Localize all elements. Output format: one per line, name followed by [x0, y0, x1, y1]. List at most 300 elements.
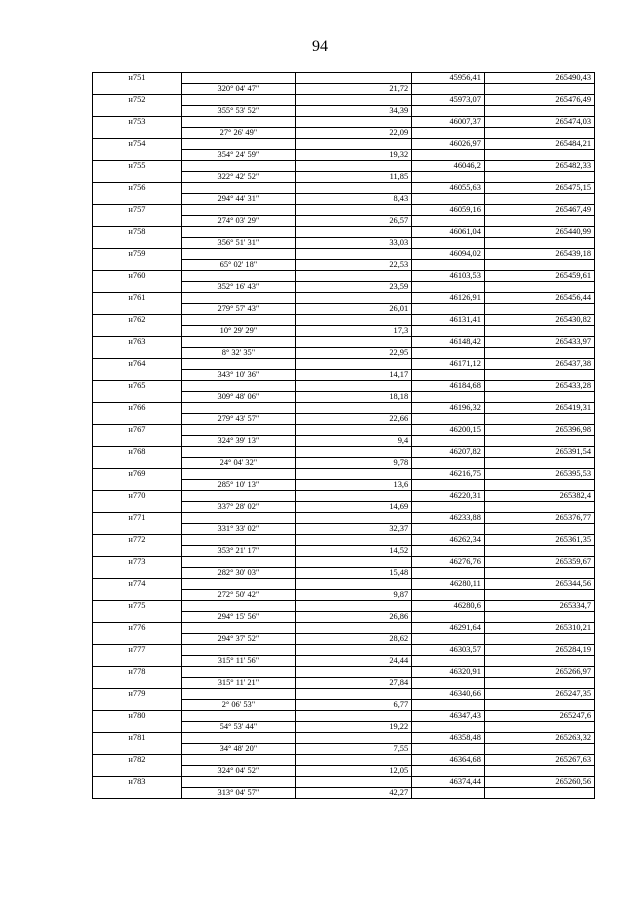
- x-coordinate-cell: 46200,15: [412, 425, 485, 436]
- empty-cell: [412, 612, 485, 623]
- empty-cell: [93, 436, 182, 447]
- point-row: [93, 469, 595, 480]
- y-coordinate-cell: 265482,33: [484, 161, 594, 172]
- direction-angle-cell: 294° 37' 52": [181, 634, 295, 645]
- empty-cell: [296, 205, 412, 216]
- direction-angle-cell: 356° 51' 31": [181, 238, 295, 249]
- empty-cell: [412, 150, 485, 161]
- point-row: [93, 117, 595, 128]
- empty-cell: [93, 656, 182, 667]
- y-coordinate-cell: 265439,18: [484, 249, 594, 260]
- distance-cell: 14,69: [296, 502, 412, 513]
- empty-cell: [412, 766, 485, 777]
- point-name-cell: н783: [93, 777, 182, 788]
- empty-cell: [93, 370, 182, 381]
- empty-cell: [181, 403, 295, 414]
- distance-cell: 13,6: [296, 480, 412, 491]
- y-coordinate-cell: 265247,6: [484, 711, 594, 722]
- empty-cell: [181, 733, 295, 744]
- direction-angle-cell: 320° 04' 47": [181, 84, 295, 95]
- empty-cell: [296, 711, 412, 722]
- page-number: 94: [312, 38, 328, 55]
- empty-cell: [412, 700, 485, 711]
- segment-row: [93, 524, 595, 535]
- x-coordinate-cell: 46059,16: [412, 205, 485, 216]
- direction-angle-cell: 352° 16' 43": [181, 282, 295, 293]
- point-name-cell: н778: [93, 667, 182, 678]
- empty-cell: [181, 95, 295, 106]
- direction-angle-cell: 285° 10' 13": [181, 480, 295, 491]
- point-row: [93, 315, 595, 326]
- point-name-cell: н770: [93, 491, 182, 502]
- x-coordinate-cell: 46364,68: [412, 755, 485, 766]
- empty-cell: [93, 634, 182, 645]
- empty-cell: [93, 414, 182, 425]
- empty-cell: [181, 183, 295, 194]
- empty-cell: [296, 183, 412, 194]
- empty-cell: [412, 370, 485, 381]
- empty-cell: [484, 590, 594, 601]
- empty-cell: [412, 634, 485, 645]
- distance-cell: 22,09: [296, 128, 412, 139]
- direction-angle-cell: 315° 11' 56": [181, 656, 295, 667]
- point-name-cell: н761: [93, 293, 182, 304]
- empty-cell: [93, 172, 182, 183]
- empty-cell: [412, 678, 485, 689]
- empty-cell: [181, 755, 295, 766]
- x-coordinate-cell: 46276,76: [412, 557, 485, 568]
- direction-angle-cell: 355° 53' 52": [181, 106, 295, 117]
- segment-row: [93, 744, 595, 755]
- y-coordinate-cell: 265433,97: [484, 337, 594, 348]
- empty-cell: [484, 436, 594, 447]
- empty-cell: [93, 480, 182, 491]
- empty-cell: [181, 425, 295, 436]
- empty-cell: [412, 282, 485, 293]
- segment-row: [93, 546, 595, 557]
- empty-cell: [93, 744, 182, 755]
- empty-cell: [296, 139, 412, 150]
- empty-cell: [296, 689, 412, 700]
- segment-row: [93, 568, 595, 579]
- direction-angle-cell: 294° 44' 31": [181, 194, 295, 205]
- empty-cell: [412, 590, 485, 601]
- point-name-cell: н763: [93, 337, 182, 348]
- segment-row: [93, 348, 595, 359]
- empty-cell: [93, 282, 182, 293]
- empty-cell: [484, 524, 594, 535]
- point-name-cell: н759: [93, 249, 182, 260]
- segment-row: [93, 502, 595, 513]
- x-coordinate-cell: 46046,2: [412, 161, 485, 172]
- point-row: [93, 205, 595, 216]
- empty-cell: [296, 227, 412, 238]
- y-coordinate-cell: 265334,7: [484, 601, 594, 612]
- distance-cell: 14,52: [296, 546, 412, 557]
- empty-cell: [484, 678, 594, 689]
- x-coordinate-cell: 46103,53: [412, 271, 485, 282]
- empty-cell: [484, 700, 594, 711]
- segment-row: [93, 106, 595, 117]
- y-coordinate-cell: 265266,97: [484, 667, 594, 678]
- x-coordinate-cell: 46148,42: [412, 337, 485, 348]
- empty-cell: [296, 667, 412, 678]
- empty-cell: [412, 458, 485, 469]
- empty-cell: [181, 337, 295, 348]
- point-name-cell: н765: [93, 381, 182, 392]
- segment-row: [93, 590, 595, 601]
- empty-cell: [181, 359, 295, 370]
- distance-cell: 19,32: [296, 150, 412, 161]
- y-coordinate-cell: 265344,56: [484, 579, 594, 590]
- segment-row: [93, 172, 595, 183]
- point-name-cell: н755: [93, 161, 182, 172]
- point-name-cell: н781: [93, 733, 182, 744]
- point-row: [93, 667, 595, 678]
- empty-cell: [484, 194, 594, 205]
- distance-cell: 15,48: [296, 568, 412, 579]
- y-coordinate-cell: 265437,38: [484, 359, 594, 370]
- point-row: [93, 249, 595, 260]
- segment-row: [93, 392, 595, 403]
- direction-angle-cell: 34° 48' 20": [181, 744, 295, 755]
- distance-cell: 9,4: [296, 436, 412, 447]
- empty-cell: [484, 128, 594, 139]
- point-name-cell: н780: [93, 711, 182, 722]
- distance-cell: 9,78: [296, 458, 412, 469]
- point-row: [93, 337, 595, 348]
- empty-cell: [181, 491, 295, 502]
- empty-cell: [484, 634, 594, 645]
- point-row: [93, 183, 595, 194]
- empty-cell: [484, 788, 594, 799]
- empty-cell: [484, 238, 594, 249]
- y-coordinate-cell: 265396,98: [484, 425, 594, 436]
- point-name-cell: н769: [93, 469, 182, 480]
- point-row: [93, 293, 595, 304]
- empty-cell: [412, 744, 485, 755]
- empty-cell: [412, 348, 485, 359]
- point-name-cell: н752: [93, 95, 182, 106]
- empty-cell: [296, 403, 412, 414]
- direction-angle-cell: 8° 32' 35": [181, 348, 295, 359]
- point-row: [93, 711, 595, 722]
- empty-cell: [412, 238, 485, 249]
- empty-cell: [181, 689, 295, 700]
- empty-cell: [412, 414, 485, 425]
- segment-row: [93, 282, 595, 293]
- point-row: [93, 601, 595, 612]
- point-name-cell: н764: [93, 359, 182, 370]
- empty-cell: [412, 172, 485, 183]
- y-coordinate-cell: 265359,67: [484, 557, 594, 568]
- y-coordinate-cell: 265440,99: [484, 227, 594, 238]
- point-name-cell: н772: [93, 535, 182, 546]
- empty-cell: [181, 645, 295, 656]
- x-coordinate-cell: 46007,37: [412, 117, 485, 128]
- x-coordinate-cell: 46184,68: [412, 381, 485, 392]
- empty-cell: [181, 73, 295, 84]
- empty-cell: [93, 304, 182, 315]
- x-coordinate-cell: 46262,34: [412, 535, 485, 546]
- x-coordinate-cell: 46291,64: [412, 623, 485, 634]
- y-coordinate-cell: 265419,31: [484, 403, 594, 414]
- empty-cell: [93, 392, 182, 403]
- empty-cell: [93, 128, 182, 139]
- empty-cell: [181, 601, 295, 612]
- direction-angle-cell: 322° 42' 52": [181, 172, 295, 183]
- empty-cell: [93, 788, 182, 799]
- x-coordinate-cell: 46094,02: [412, 249, 485, 260]
- x-coordinate-cell: 46374,44: [412, 777, 485, 788]
- point-row: [93, 381, 595, 392]
- empty-cell: [93, 502, 182, 513]
- segment-row: [93, 678, 595, 689]
- segment-row: [93, 414, 595, 425]
- point-row: [93, 645, 595, 656]
- y-coordinate-cell: 265433,28: [484, 381, 594, 392]
- y-coordinate-cell: 265260,56: [484, 777, 594, 788]
- direction-angle-cell: 343° 10' 36": [181, 370, 295, 381]
- empty-cell: [93, 216, 182, 227]
- empty-cell: [296, 557, 412, 568]
- distance-cell: 42,27: [296, 788, 412, 799]
- empty-cell: [484, 216, 594, 227]
- point-name-cell: н762: [93, 315, 182, 326]
- empty-cell: [296, 117, 412, 128]
- segment-row: [93, 788, 595, 799]
- empty-cell: [181, 205, 295, 216]
- empty-cell: [412, 106, 485, 117]
- empty-cell: [484, 172, 594, 183]
- empty-cell: [181, 447, 295, 458]
- direction-angle-cell: 279° 57' 43": [181, 304, 295, 315]
- distance-cell: 14,17: [296, 370, 412, 381]
- empty-cell: [93, 766, 182, 777]
- empty-cell: [296, 425, 412, 436]
- empty-cell: [181, 271, 295, 282]
- x-coordinate-cell: 46220,31: [412, 491, 485, 502]
- point-row: [93, 535, 595, 546]
- point-row: [93, 623, 595, 634]
- empty-cell: [181, 117, 295, 128]
- empty-cell: [484, 458, 594, 469]
- distance-cell: 19,22: [296, 722, 412, 733]
- empty-cell: [484, 282, 594, 293]
- empty-cell: [296, 161, 412, 172]
- empty-cell: [93, 150, 182, 161]
- segment-row: [93, 612, 595, 623]
- empty-cell: [181, 161, 295, 172]
- point-row: [93, 139, 595, 150]
- x-coordinate-cell: 46171,12: [412, 359, 485, 370]
- distance-cell: 26,86: [296, 612, 412, 623]
- point-name-cell: н756: [93, 183, 182, 194]
- empty-cell: [484, 612, 594, 623]
- distance-cell: 22,66: [296, 414, 412, 425]
- empty-cell: [181, 667, 295, 678]
- empty-cell: [412, 194, 485, 205]
- empty-cell: [484, 480, 594, 491]
- direction-angle-cell: 10° 29' 29": [181, 326, 295, 337]
- x-coordinate-cell: 46207,82: [412, 447, 485, 458]
- empty-cell: [484, 568, 594, 579]
- segment-row: [93, 700, 595, 711]
- distance-cell: 27,84: [296, 678, 412, 689]
- x-coordinate-cell: 45956,41: [412, 73, 485, 84]
- empty-cell: [181, 293, 295, 304]
- empty-cell: [93, 238, 182, 249]
- point-name-cell: н758: [93, 227, 182, 238]
- direction-angle-cell: 282° 30' 03": [181, 568, 295, 579]
- point-row: [93, 579, 595, 590]
- segment-row: [93, 722, 595, 733]
- direction-angle-cell: 272° 50' 42": [181, 590, 295, 601]
- empty-cell: [412, 436, 485, 447]
- point-name-cell: н773: [93, 557, 182, 568]
- point-name-cell: н777: [93, 645, 182, 656]
- empty-cell: [296, 755, 412, 766]
- empty-cell: [484, 304, 594, 315]
- direction-angle-cell: 65° 02' 18": [181, 260, 295, 271]
- direction-angle-cell: 337° 28' 02": [181, 502, 295, 513]
- direction-angle-cell: 324° 04' 52": [181, 766, 295, 777]
- y-coordinate-cell: 265467,49: [484, 205, 594, 216]
- distance-cell: 12,05: [296, 766, 412, 777]
- x-coordinate-cell: 46340,66: [412, 689, 485, 700]
- empty-cell: [181, 315, 295, 326]
- point-name-cell: н754: [93, 139, 182, 150]
- point-row: [93, 425, 595, 436]
- y-coordinate-cell: 265284,19: [484, 645, 594, 656]
- y-coordinate-cell: 265474,03: [484, 117, 594, 128]
- empty-cell: [296, 513, 412, 524]
- distance-cell: 7,55: [296, 744, 412, 755]
- segment-row: [93, 150, 595, 161]
- empty-cell: [484, 744, 594, 755]
- empty-cell: [93, 524, 182, 535]
- x-coordinate-cell: 46055,63: [412, 183, 485, 194]
- empty-cell: [181, 139, 295, 150]
- empty-cell: [296, 293, 412, 304]
- empty-cell: [296, 579, 412, 590]
- y-coordinate-cell: 265376,77: [484, 513, 594, 524]
- y-coordinate-cell: 265484,21: [484, 139, 594, 150]
- point-row: [93, 95, 595, 106]
- point-row: [93, 777, 595, 788]
- distance-cell: 21,72: [296, 84, 412, 95]
- empty-cell: [93, 84, 182, 95]
- distance-cell: 23,59: [296, 282, 412, 293]
- empty-cell: [181, 381, 295, 392]
- empty-cell: [412, 524, 485, 535]
- point-row: [93, 733, 595, 744]
- empty-cell: [296, 337, 412, 348]
- empty-cell: [296, 95, 412, 106]
- y-coordinate-cell: 265382,4: [484, 491, 594, 502]
- empty-cell: [93, 326, 182, 337]
- point-row: [93, 271, 595, 282]
- segment-row: [93, 304, 595, 315]
- x-coordinate-cell: 46026,97: [412, 139, 485, 150]
- empty-cell: [296, 469, 412, 480]
- x-coordinate-cell: 46216,75: [412, 469, 485, 480]
- empty-cell: [181, 579, 295, 590]
- y-coordinate-cell: 265430,82: [484, 315, 594, 326]
- empty-cell: [93, 612, 182, 623]
- direction-angle-cell: 24° 04' 32": [181, 458, 295, 469]
- point-row: [93, 491, 595, 502]
- point-row: [93, 359, 595, 370]
- direction-angle-cell: 331° 33' 02": [181, 524, 295, 535]
- x-coordinate-cell: 46131,41: [412, 315, 485, 326]
- empty-cell: [181, 557, 295, 568]
- direction-angle-cell: 354° 24' 59": [181, 150, 295, 161]
- point-name-cell: н774: [93, 579, 182, 590]
- direction-angle-cell: 324° 39' 13": [181, 436, 295, 447]
- empty-cell: [93, 260, 182, 271]
- x-coordinate-cell: 46358,48: [412, 733, 485, 744]
- distance-cell: 22,95: [296, 348, 412, 359]
- empty-cell: [412, 326, 485, 337]
- segment-row: [93, 84, 595, 95]
- point-name-cell: н775: [93, 601, 182, 612]
- distance-cell: 34,39: [296, 106, 412, 117]
- x-coordinate-cell: 46280,11: [412, 579, 485, 590]
- direction-angle-cell: 2° 06' 53": [181, 700, 295, 711]
- empty-cell: [484, 546, 594, 557]
- empty-cell: [181, 711, 295, 722]
- segment-row: [93, 766, 595, 777]
- empty-cell: [484, 722, 594, 733]
- point-name-cell: н760: [93, 271, 182, 282]
- segment-row: [93, 194, 595, 205]
- point-row: [93, 557, 595, 568]
- point-row: [93, 689, 595, 700]
- empty-cell: [93, 568, 182, 579]
- empty-cell: [296, 359, 412, 370]
- x-coordinate-cell: 46280,6: [412, 601, 485, 612]
- direction-angle-cell: 294° 15' 56": [181, 612, 295, 623]
- point-name-cell: н757: [93, 205, 182, 216]
- y-coordinate-cell: 265263,32: [484, 733, 594, 744]
- empty-cell: [484, 348, 594, 359]
- y-coordinate-cell: 265456,44: [484, 293, 594, 304]
- point-name-cell: н766: [93, 403, 182, 414]
- y-coordinate-cell: 265490,43: [484, 73, 594, 84]
- empty-cell: [93, 546, 182, 557]
- y-coordinate-cell: 265391,54: [484, 447, 594, 458]
- x-coordinate-cell: 46126,91: [412, 293, 485, 304]
- empty-cell: [484, 656, 594, 667]
- empty-cell: [412, 568, 485, 579]
- empty-cell: [296, 271, 412, 282]
- empty-cell: [296, 733, 412, 744]
- point-name-cell: н753: [93, 117, 182, 128]
- segment-row: [93, 436, 595, 447]
- empty-cell: [412, 656, 485, 667]
- direction-angle-cell: 313° 04' 57": [181, 788, 295, 799]
- coordinates-table: [92, 72, 595, 799]
- point-name-cell: н767: [93, 425, 182, 436]
- empty-cell: [181, 535, 295, 546]
- empty-cell: [484, 326, 594, 337]
- empty-cell: [296, 447, 412, 458]
- point-row: [93, 403, 595, 414]
- distance-cell: 18,18: [296, 392, 412, 403]
- empty-cell: [181, 249, 295, 260]
- empty-cell: [296, 623, 412, 634]
